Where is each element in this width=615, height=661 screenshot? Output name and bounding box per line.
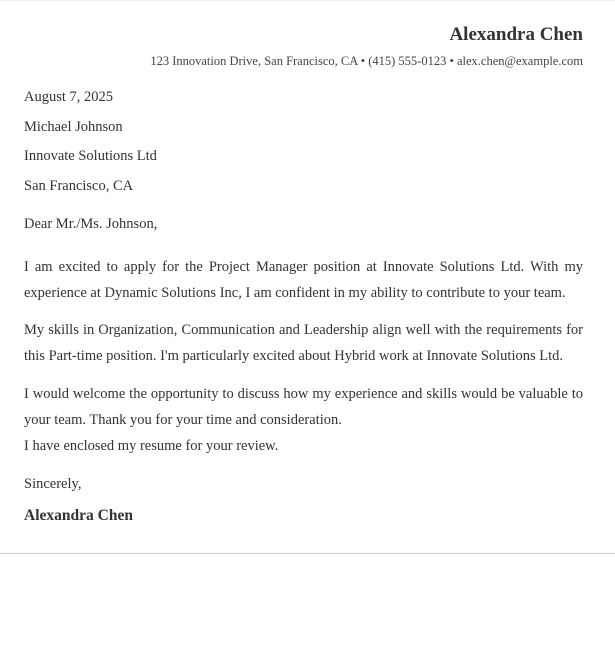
- page-divider: [0, 553, 615, 554]
- body-paragraph-1: I am excited to apply for the Project Manager position at Innovate Solutions Ltd. With my experience at Dynamic Solutions Inc, I am confident in my ability to contribute to your team.: [24, 259, 583, 301]
- closing: Sincerely,: [24, 476, 82, 492]
- enclosure-note: I have enclosed my resume for your review.: [24, 438, 279, 454]
- signature: Alexandra Chen: [24, 507, 133, 524]
- letter-date: August 7, 2025: [24, 89, 114, 105]
- body-paragraph-3: I would welcome the opportunity to discuss how my experience and skills would be valuable to your team. Thank you for your time and consideration.: [24, 386, 583, 428]
- body-paragraph-2: My skills in Organization, Communication and Leadership align well with the requirements for this Part-time position. I'm particularly excited about Hybrid work at Innovate Solutions Ltd.: [24, 322, 583, 364]
- recipient-company: Innovate Solutions Ltd: [24, 148, 157, 164]
- sender-contact: 123 Innovation Drive, San Francisco, CA • (415) 555-0123 • alex.chen@example.com: [150, 54, 583, 68]
- recipient-location: San Francisco, CA: [24, 178, 134, 194]
- top-border: [0, 0, 615, 1]
- sender-name: Alexandra Chen: [449, 24, 583, 45]
- recipient-name: Michael Johnson: [24, 119, 123, 135]
- salutation: Dear Mr./Ms. Johnson,: [24, 216, 158, 232]
